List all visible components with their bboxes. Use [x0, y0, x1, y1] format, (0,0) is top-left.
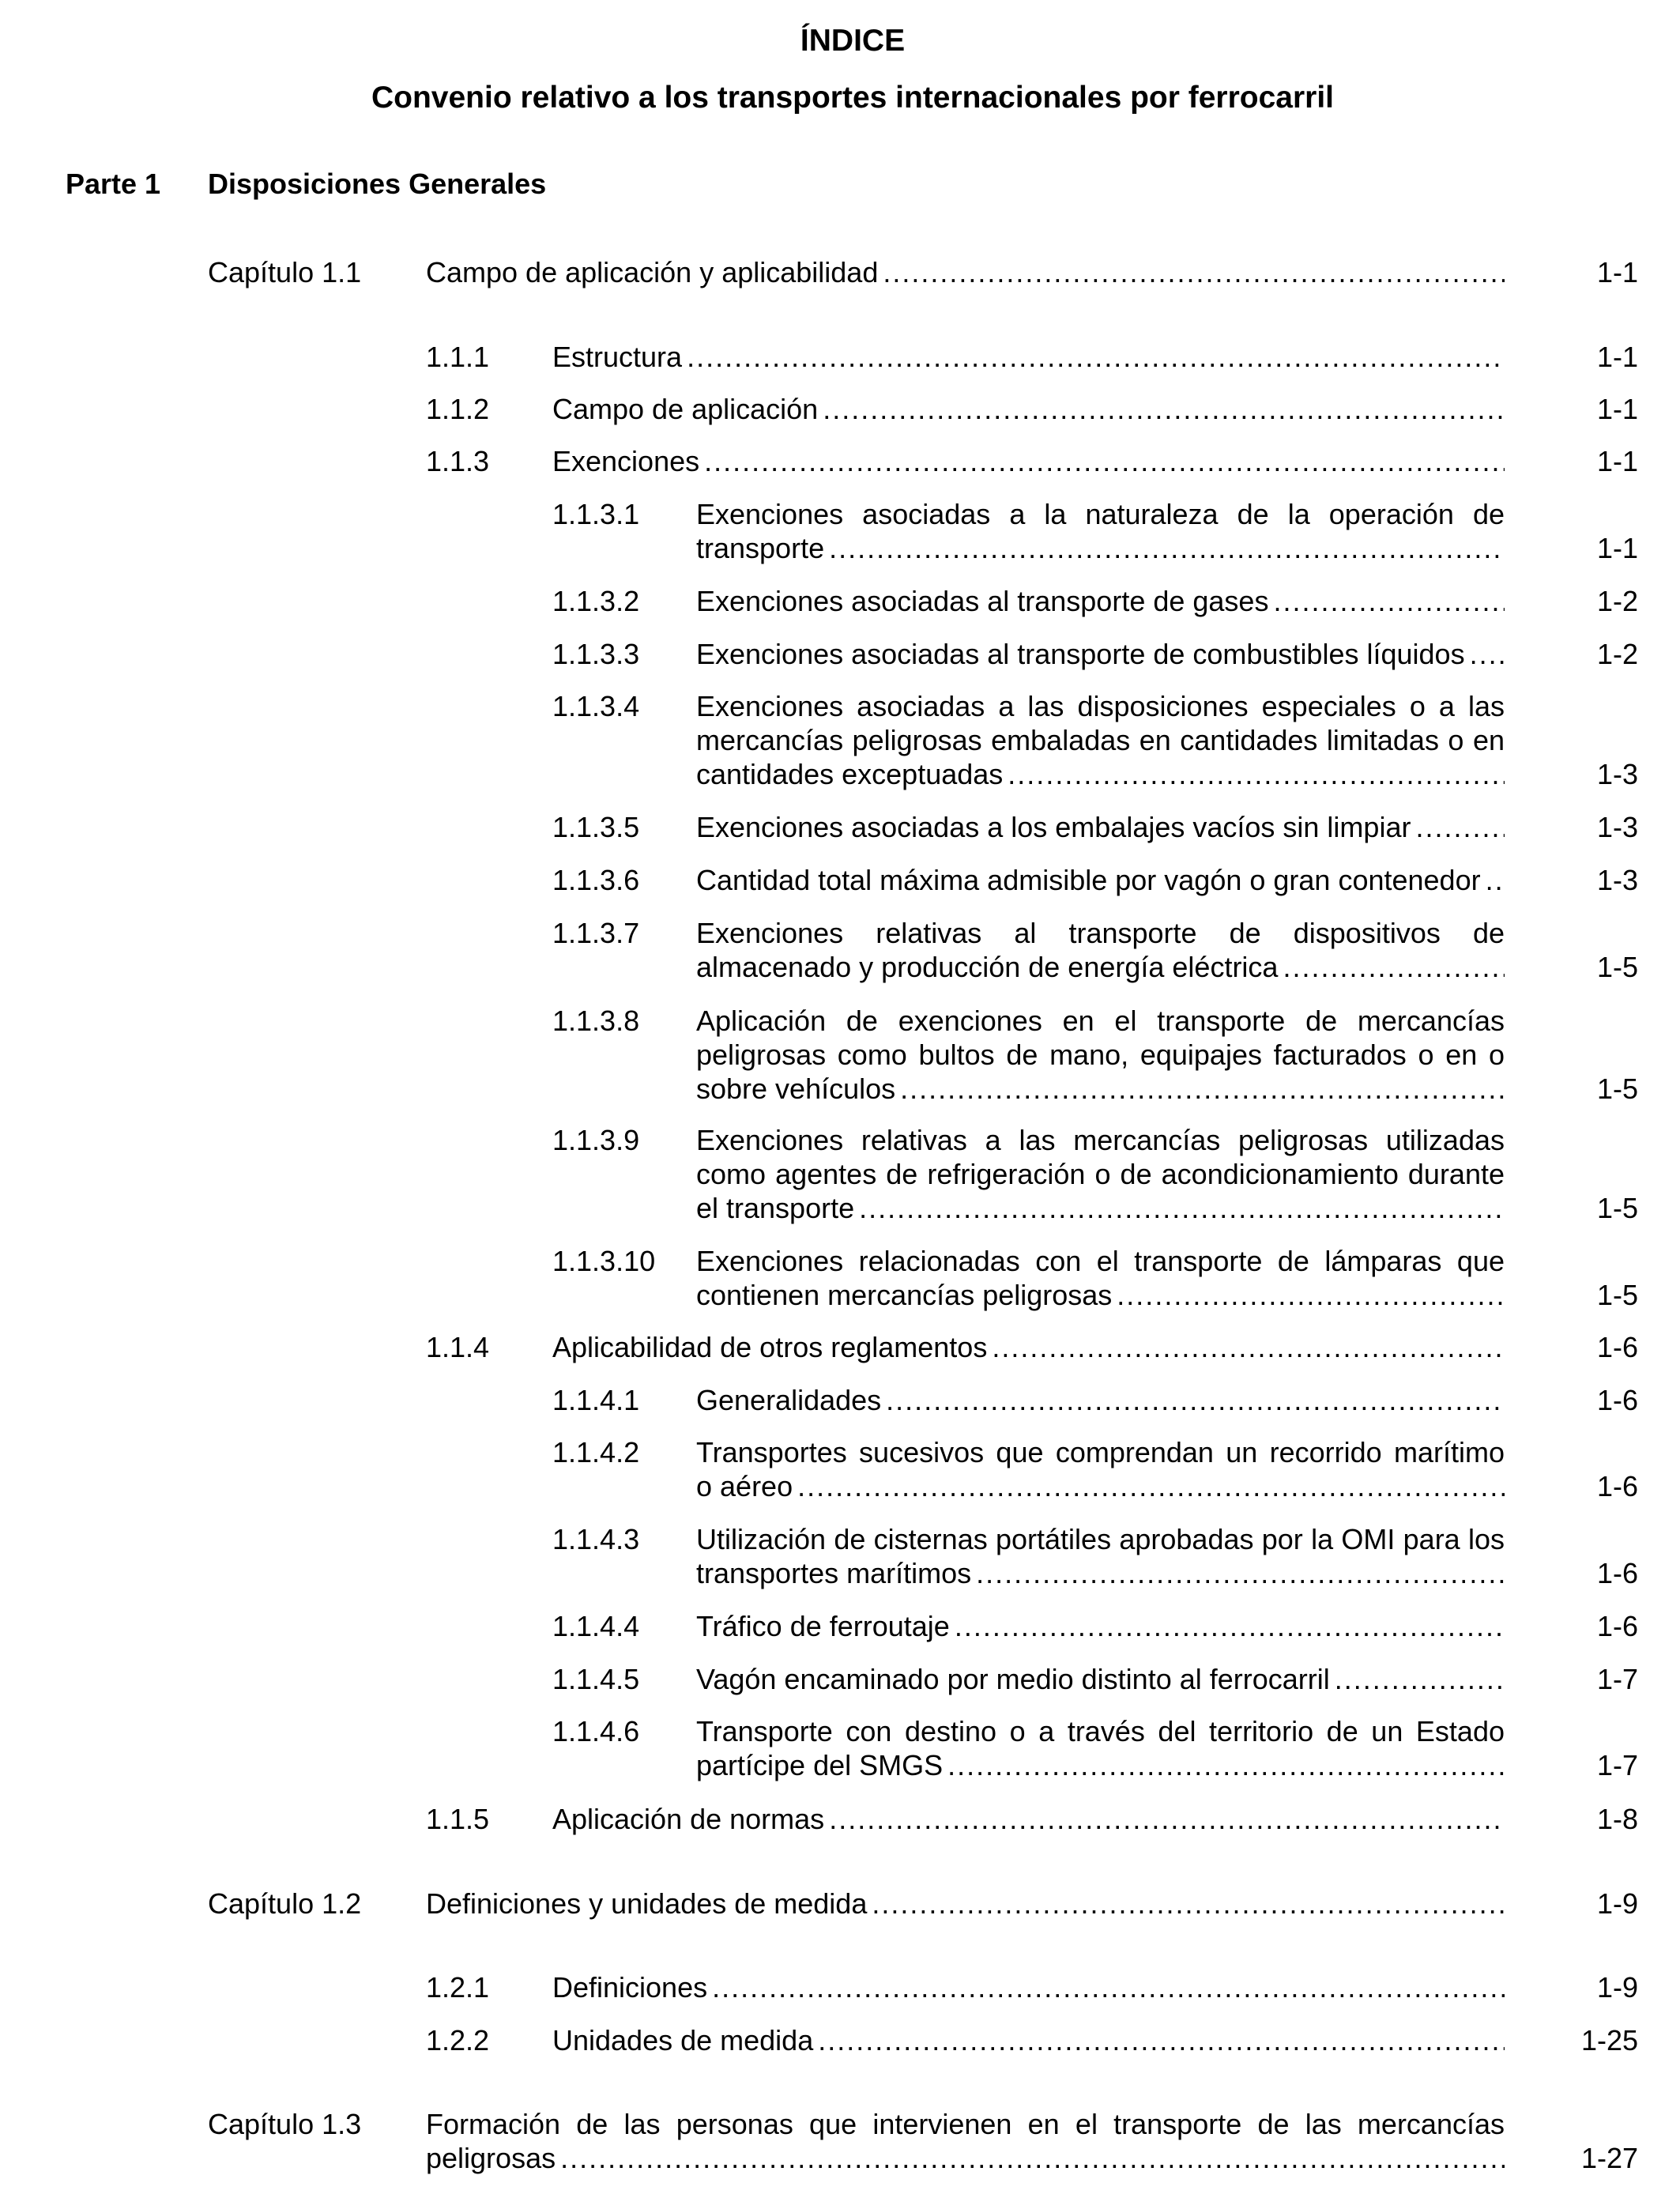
toc-entry-title-line: Exenciones relativas a las mercancías peligrosas utilizadas [696, 1124, 1505, 1156]
toc-entry-title [552, 1802, 1505, 1836]
toc-entry[interactable] [552, 1004, 1638, 1106]
toc-entry-number: 1.1.5 [426, 1803, 490, 1835]
toc-entry-number: 1.1.3.7 [552, 917, 640, 949]
page-subtitle: Convenio relativo a los transportes internacionales por ferrocarril [371, 81, 1335, 115]
toc-entry-title [552, 444, 1505, 478]
toc-entry-number: 1.1.3.3 [552, 638, 640, 670]
toc-entry-page: 1-25 [1580, 2024, 1638, 2056]
toc-entry-title-leader: Estructura . . . [552, 340, 1505, 374]
toc-entry[interactable] [552, 689, 1638, 791]
toc-entry[interactable] [552, 1714, 1638, 1782]
toc-entry-number: 1.2.2 [426, 2024, 490, 2056]
toc-entry-title-leader: Aplicación de normas . . . [552, 1802, 1505, 1836]
toc-entry[interactable] [552, 584, 1638, 618]
toc-entry-title-line: como agentes de refrigeración o de acondicionamiento durante [696, 1158, 1505, 1190]
toc-entry-title-leader: cantidades exceptuadas . . . [696, 757, 1505, 791]
toc-entry-number: 1.1.4.3 [552, 1523, 640, 1555]
toc-entry-title [696, 1662, 1505, 1696]
toc-entry-page: 1-3 [1596, 864, 1638, 896]
toc-entry[interactable] [552, 1522, 1638, 1590]
toc-entry-number: 1.1.4.4 [552, 1610, 640, 1642]
toc-entry-number: 1.1.3 [426, 445, 490, 477]
toc-entry-page: 1-6 [1596, 1384, 1638, 1416]
toc-entry-page: 1-27 [1580, 2142, 1638, 2174]
toc-entry-number: 1.1.3.10 [552, 1245, 656, 1277]
toc-entry-title [426, 1887, 1505, 1921]
toc-entry[interactable] [552, 1435, 1638, 1503]
toc-entry-title [696, 1123, 1505, 1225]
toc-entry-title-line: Exenciones asociadas a las disposiciones especiales o a las [696, 690, 1505, 722]
toc-entry-title-leader: partícipe del SMGS . . . [696, 1748, 1505, 1782]
toc-entry-number: 1.1.1 [426, 341, 490, 373]
part-title: Disposiciones Generales [208, 168, 547, 200]
toc-entry-title-line: mercancías peligrosas embaladas en cantidades limitadas o en [696, 724, 1505, 756]
toc-entry-number: 1.1.2 [426, 393, 490, 425]
toc-entry-title [552, 2023, 1505, 2057]
toc-entry-title [696, 689, 1505, 791]
toc-entry-title-leader: sobre vehículos . . . [696, 1072, 1505, 1106]
toc-entry-title [552, 392, 1505, 426]
toc-entry-page: 1-1 [1596, 393, 1638, 425]
toc-entry-title [696, 810, 1505, 844]
toc-entry-page: 1-1 [1596, 341, 1638, 373]
page-title: ÍNDICE [800, 24, 906, 58]
toc-entry-number: 1.2.1 [426, 1971, 490, 2004]
toc-entry-title [696, 863, 1505, 897]
toc-entry-number: 1.1.4.1 [552, 1384, 640, 1416]
toc-entry[interactable] [552, 1383, 1638, 1417]
toc-entry-title [696, 497, 1505, 565]
toc-entry-number: 1.1.3.1 [552, 498, 640, 530]
toc-entry[interactable] [552, 637, 1638, 671]
toc-entry[interactable] [552, 810, 1638, 844]
toc-entry-page: 1-6 [1596, 1331, 1638, 1363]
toc-entry-title [426, 2107, 1505, 2175]
toc-entry-title [696, 1435, 1505, 1503]
toc-entry-page: 1-7 [1596, 1663, 1638, 1695]
toc-entry[interactable] [426, 1970, 1638, 2004]
toc-entry-title-line: Formación de las personas que intervienen en el transporte de las mercancías [426, 2108, 1505, 2140]
toc-entry[interactable] [426, 444, 1638, 478]
toc-entry-title [426, 255, 1505, 289]
toc-entry[interactable] [552, 1662, 1638, 1696]
toc-entry[interactable] [426, 340, 1638, 374]
toc-entry-title-leader: Campo de aplicación y aplicabilidad . . . [426, 255, 1505, 289]
toc-entry-title-line: Aplicación de exenciones en el transporte de mercancías [696, 1005, 1505, 1037]
toc-entry[interactable] [208, 255, 1638, 289]
toc-entry-number: 1.1.4.5 [552, 1663, 640, 1695]
toc-entry-title-leader: Cantidad total máxima admisible por vagón o gran contenedor . . . [696, 863, 1505, 897]
toc-entry-page: 1-8 [1596, 1803, 1638, 1835]
toc-entry-title-leader: Aplicabilidad de otros reglamentos . . . [552, 1330, 1505, 1364]
toc-entry-title-line: Transportes sucesivos que comprendan un recorrido marítimo [696, 1436, 1505, 1468]
toc-entry-title [696, 1522, 1505, 1590]
part-number: Parte 1 [66, 168, 161, 200]
toc-entry-title [552, 340, 1505, 374]
toc-entry-title-leader: Campo de aplicación . . . [552, 392, 1505, 426]
toc-entry-title-leader: Definiciones y unidades de medida . . . [426, 1887, 1505, 1921]
toc-entry-title [552, 1330, 1505, 1364]
toc-entry-number: 1.1.4.6 [552, 1715, 640, 1747]
toc-entry[interactable] [426, 1330, 1638, 1364]
toc-entry-page: 1-9 [1596, 1887, 1638, 1920]
toc-entry-number: 1.1.3.4 [552, 690, 640, 722]
toc-entry-title [696, 1383, 1505, 1417]
toc-entry-title [696, 916, 1505, 984]
toc-entry-title [696, 1714, 1505, 1782]
toc-entry-page: 1-1 [1596, 256, 1638, 288]
toc-entry-page: 1-5 [1596, 1192, 1638, 1224]
toc-entry[interactable] [426, 1802, 1638, 1836]
toc-entry-title [696, 1609, 1505, 1643]
toc-entry[interactable] [552, 1244, 1638, 1312]
toc-entry-page: 1-1 [1596, 445, 1638, 477]
toc-entry-number: Capítulo 1.2 [208, 1887, 362, 1920]
toc-entry-page: 1-3 [1596, 811, 1638, 843]
toc-entry-title [696, 1244, 1505, 1312]
toc-entry-title-leader: peligrosas . . . [426, 2141, 1505, 2175]
toc-entry-title-leader: Generalidades . . . [696, 1383, 1505, 1417]
toc-entry-title-leader: Exenciones asociadas a los embalajes vacíos sin limpiar . . . [696, 810, 1505, 844]
toc-entry[interactable] [426, 392, 1638, 426]
toc-entry-page: 1-3 [1596, 758, 1638, 790]
toc-entry-page: 1-6 [1596, 1557, 1638, 1589]
toc-entry-title-leader: contienen mercancías peligrosas . . . [696, 1278, 1505, 1312]
toc-entry-title-leader: el transporte . . . [696, 1191, 1505, 1225]
toc-entry-page: 1-5 [1596, 1279, 1638, 1311]
toc-entry-title-leader: transporte . . . [696, 531, 1505, 565]
toc-entry-title-line: Transporte con destino o a través del territorio de un Estado [696, 1715, 1505, 1747]
toc-entry-title-line: Exenciones relacionadas con el transporte de lámparas que [696, 1245, 1505, 1277]
toc-entry-title-leader: transportes marítimos . . . [696, 1556, 1505, 1590]
toc-entry-page: 1-6 [1596, 1610, 1638, 1642]
toc-entry-title [696, 1004, 1505, 1106]
toc-entry[interactable] [552, 863, 1638, 897]
toc-entry-page: 1-6 [1596, 1470, 1638, 1502]
toc-entry-title-leader: almacenado y producción de energía eléctrica . . . [696, 950, 1505, 984]
toc-entry-title [552, 1970, 1505, 2004]
toc-entry-number: 1.1.3.9 [552, 1124, 640, 1156]
toc-entry-page: 1-9 [1596, 1971, 1638, 2004]
toc-entry-number: 1.1.3.6 [552, 864, 640, 896]
toc-entry-number: 1.1.4 [426, 1331, 490, 1363]
toc-entry[interactable] [208, 1887, 1638, 1921]
toc-entry-title-leader: o aéreo . . . [696, 1469, 1505, 1503]
toc-entry-number: Capítulo 1.1 [208, 256, 362, 288]
toc-entry[interactable] [426, 2023, 1638, 2057]
toc-entry[interactable] [208, 2107, 1638, 2175]
toc-entry-title-line: Exenciones asociadas a la naturaleza de la operación de [696, 498, 1505, 530]
toc-entry-page: 1-1 [1596, 532, 1638, 564]
toc-entry-title-leader: Exenciones asociadas al transporte de combustibles líquidos . . . [696, 637, 1505, 671]
toc-entry-page: 1-5 [1596, 951, 1638, 983]
toc-entry-number: 1.1.3.8 [552, 1005, 640, 1037]
toc-entry-title-leader: Exenciones asociadas al transporte de gases . . . [696, 584, 1505, 618]
toc-entry-title-leader: Definiciones . . . [552, 1970, 1505, 2004]
toc-entry-number: 1.1.4.2 [552, 1436, 640, 1468]
toc-entry[interactable] [552, 497, 1638, 565]
toc-entry-title [696, 637, 1505, 671]
toc-entry-page: 1-2 [1596, 585, 1638, 617]
toc-entry-page: 1-5 [1596, 1072, 1638, 1105]
toc-entry-number: 1.1.3.5 [552, 811, 640, 843]
toc-entry-title-leader: Tráfico de ferroutaje . . . [696, 1609, 1505, 1643]
toc-entry-number: 1.1.3.2 [552, 585, 640, 617]
toc-entry-number: Capítulo 1.3 [208, 2108, 362, 2140]
toc-entry-title-leader: Exenciones . . . [552, 444, 1505, 478]
toc-entry-page: 1-7 [1596, 1749, 1638, 1781]
toc-entry[interactable] [552, 1123, 1638, 1225]
toc-entry-title-leader: Vagón encaminado por medio distinto al ferrocarril . . . [696, 1662, 1505, 1696]
toc-entry[interactable] [552, 1609, 1638, 1643]
toc-entry[interactable] [552, 916, 1638, 984]
toc-entry-title-line: Utilización de cisternas portátiles aprobadas por la OMI para los [696, 1523, 1505, 1555]
toc-entry-title-line: peligrosas como bultos de mano, equipajes facturados o en o [696, 1039, 1505, 1071]
toc-entry-title [696, 584, 1505, 618]
toc-entry-title-line: Exenciones relativas al transporte de dispositivos de [696, 917, 1505, 949]
toc-entry-title-leader: Unidades de medida . . . [552, 2023, 1505, 2057]
toc-entry-page: 1-2 [1596, 638, 1638, 670]
